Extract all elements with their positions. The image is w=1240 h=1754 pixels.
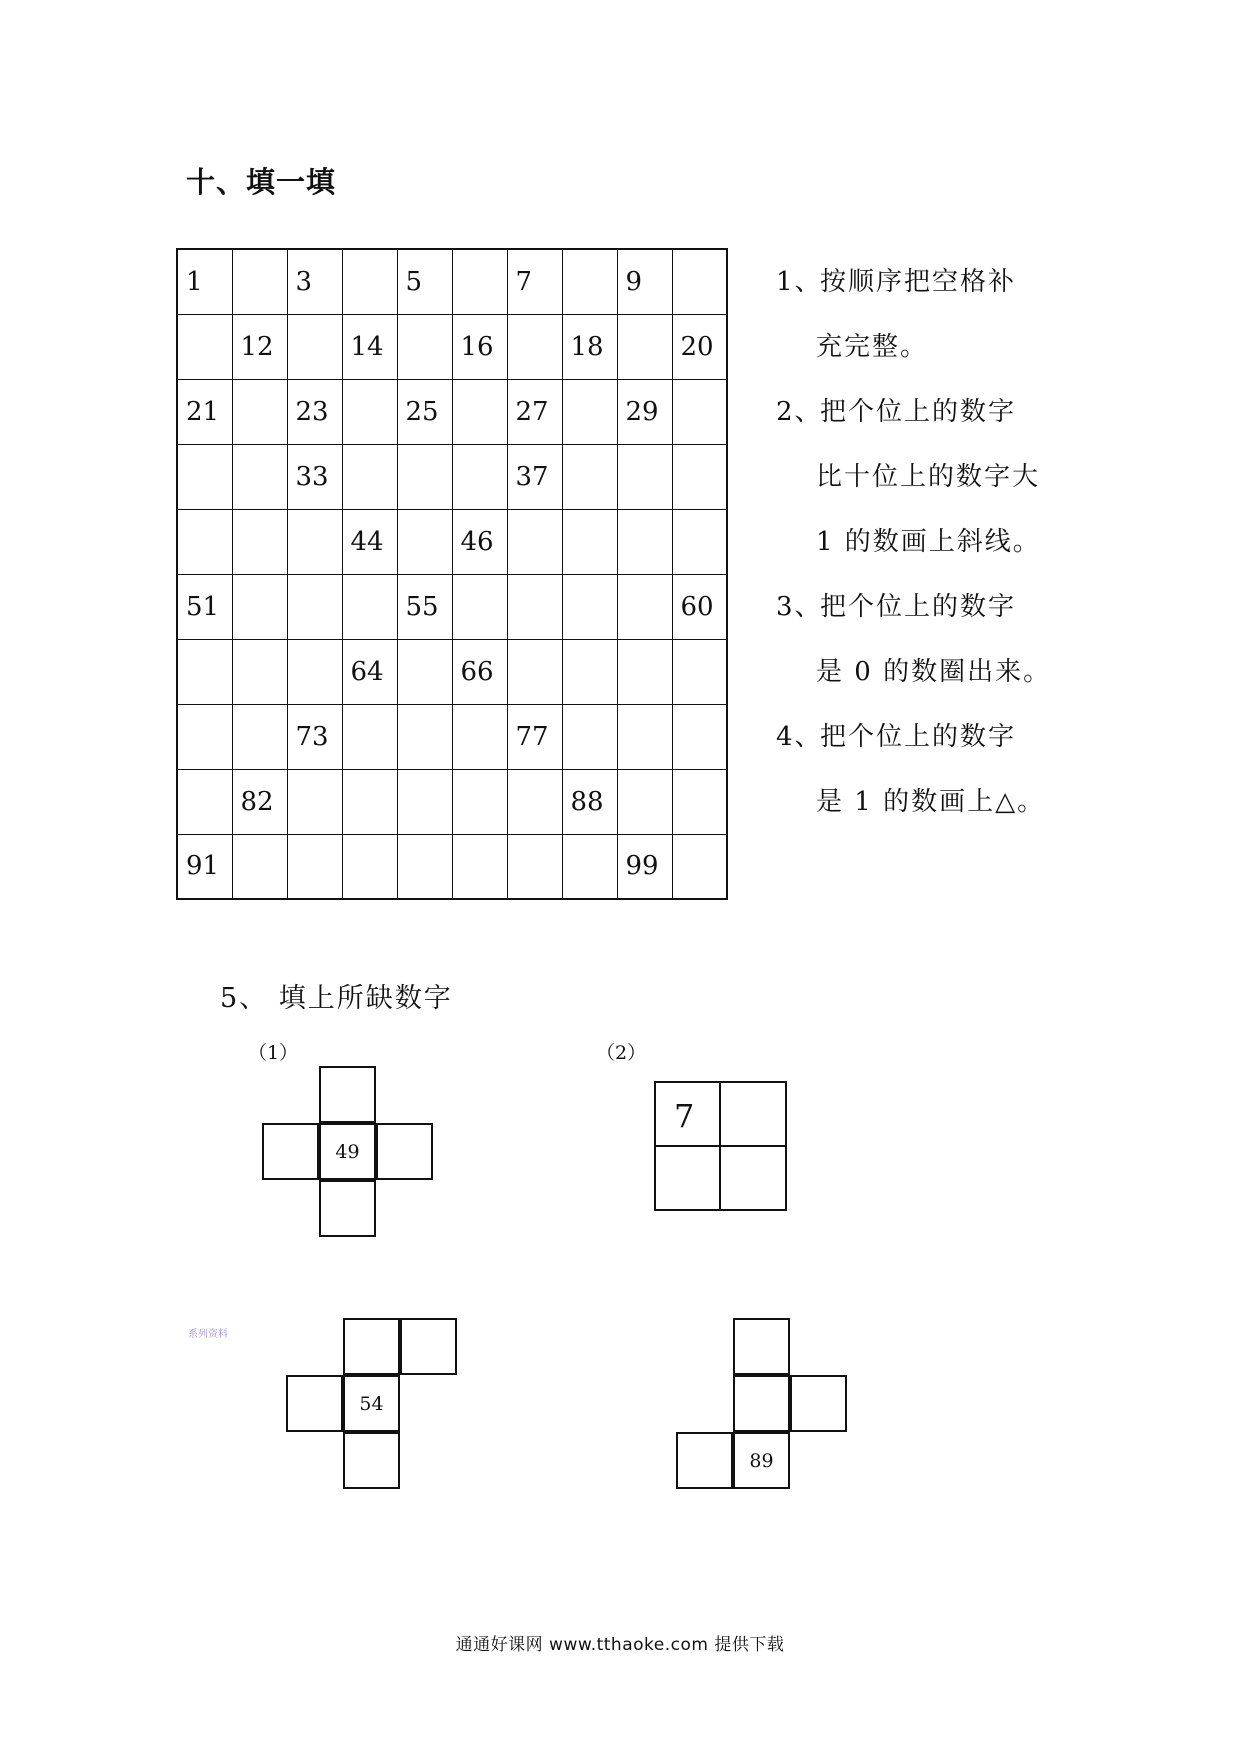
cross-right-cell[interactable] [376, 1123, 433, 1180]
grid-cell-empty[interactable] [397, 769, 452, 834]
grid-cell-filled: 91 [177, 834, 232, 899]
grid-cell-empty[interactable] [672, 379, 727, 444]
grid-row [177, 379, 727, 444]
grid-cell-empty[interactable] [397, 444, 452, 509]
grid-row [177, 574, 727, 639]
cross-left-cell[interactable] [262, 1123, 319, 1180]
grid-cell-empty[interactable] [672, 639, 727, 704]
cross-bottom-cell[interactable] [319, 1180, 376, 1237]
grid-row [177, 769, 727, 834]
grid-cell-empty[interactable] [232, 509, 287, 574]
grid-cell-filled: 33 [287, 444, 342, 509]
grid-cell-empty[interactable] [177, 444, 232, 509]
grid-cell-empty[interactable] [617, 704, 672, 769]
grid-cell-empty[interactable] [177, 509, 232, 574]
grid-cell-empty[interactable] [397, 834, 452, 899]
grid-cell-empty[interactable] [672, 769, 727, 834]
instruction-4 [776, 707, 1076, 837]
grid-cell-empty[interactable] [177, 314, 232, 379]
shape4-bottom-left-cell[interactable] [676, 1432, 733, 1489]
shape4-bottom-cell: 89 [733, 1432, 790, 1489]
grid-cell-filled: 37 [507, 444, 562, 509]
grid-row [177, 249, 727, 314]
grid-row [177, 314, 727, 379]
instruction-text: 是 1 的数画上△。 [816, 787, 1046, 817]
instruction-2 [776, 382, 1076, 577]
grid-cell-empty[interactable] [507, 314, 562, 379]
grid-cell-filled: 64 [342, 639, 397, 704]
shape4-right-cell[interactable] [790, 1375, 847, 1432]
grid-cell-empty[interactable] [287, 834, 342, 899]
grid-row [177, 834, 727, 899]
grid-cell-filled: 5 [397, 249, 452, 314]
grid-cell-filled: 20 [672, 314, 727, 379]
grid-cell-empty[interactable] [232, 704, 287, 769]
grid-cell-empty[interactable] [507, 834, 562, 899]
grid-cell-empty[interactable] [452, 444, 507, 509]
grid-cell-empty[interactable] [562, 444, 617, 509]
grid-cell-empty[interactable] [342, 834, 397, 899]
instruction-text: 把个位上的数字 [820, 592, 1017, 622]
cross-top-cell[interactable] [319, 1066, 376, 1123]
grid-cell-filled: 1 [177, 249, 232, 314]
shape4-top-cell[interactable] [733, 1318, 790, 1375]
grid-cell-filled: 66 [452, 639, 507, 704]
grid-cell-empty[interactable] [342, 769, 397, 834]
instruction-3 [776, 577, 1076, 707]
grid-cell-empty[interactable] [617, 314, 672, 379]
grid-cell-empty[interactable] [672, 249, 727, 314]
section-5-heading: 5、 填上所缺数字 [220, 983, 453, 1014]
shape3-left-cell[interactable] [286, 1375, 343, 1432]
instructions-list [776, 252, 1076, 837]
grid-cell-empty[interactable] [617, 574, 672, 639]
grid-cell-empty[interactable] [342, 574, 397, 639]
grid-cell-filled: 27 [507, 379, 562, 444]
grid-cell-empty[interactable] [287, 314, 342, 379]
grid-cell-filled: 7 [507, 249, 562, 314]
grid-cell-empty[interactable] [287, 574, 342, 639]
grid-cell-filled: 77 [507, 704, 562, 769]
grid-cell-filled: 46 [452, 509, 507, 574]
grid-cell-filled: 51 [177, 574, 232, 639]
grid-cell-empty[interactable] [177, 639, 232, 704]
grid-row [177, 704, 727, 769]
grid-cell-filled: 14 [342, 314, 397, 379]
grid-cell-empty[interactable] [342, 704, 397, 769]
grid-cell-empty[interactable] [232, 249, 287, 314]
square-top-left-cell: 7 [654, 1081, 721, 1147]
grid-cell-empty[interactable] [397, 509, 452, 574]
grid-cell-empty[interactable] [342, 249, 397, 314]
grid-cell-empty[interactable] [617, 509, 672, 574]
instruction-text: 1 的数画上斜线。 [816, 527, 1041, 557]
instruction-1 [776, 252, 1076, 382]
grid-cell-filled: 73 [287, 704, 342, 769]
grid-cell-filled: 88 [562, 769, 617, 834]
grid-cell-empty[interactable] [672, 444, 727, 509]
grid-cell-filled: 25 [397, 379, 452, 444]
instruction-text: 把个位上的数字 [820, 722, 1017, 752]
grid-cell-empty[interactable] [177, 704, 232, 769]
shape3-center-cell: 54 [343, 1375, 400, 1432]
grid-cell-empty[interactable] [287, 639, 342, 704]
grid-cell-empty[interactable] [617, 769, 672, 834]
grid-cell-empty[interactable] [287, 769, 342, 834]
grid-cell-empty[interactable] [507, 639, 562, 704]
grid-cell-empty[interactable] [562, 574, 617, 639]
instruction-text: 比十位上的数字大 [816, 462, 1041, 492]
grid-cell-empty[interactable] [177, 769, 232, 834]
grid-cell-empty[interactable] [287, 509, 342, 574]
grid-cell-filled: 99 [617, 834, 672, 899]
grid-cell-filled: 29 [617, 379, 672, 444]
instruction-text: 把个位上的数字 [820, 397, 1017, 427]
shape3-top-cell[interactable] [343, 1318, 400, 1375]
puzzle-2-label: （2） [596, 1042, 647, 1064]
grid-cell-empty[interactable] [672, 834, 727, 899]
grid-row [177, 509, 727, 574]
grid-cell-empty[interactable] [507, 574, 562, 639]
footer-text: 通通好课网 www.tthaoke.com 提供下载 [455, 1635, 785, 1655]
grid-cell-empty[interactable] [452, 769, 507, 834]
puzzle-1-label: （1） [248, 1042, 299, 1064]
grid-cell-filled: 60 [672, 574, 727, 639]
grid-cell-filled: 82 [232, 769, 287, 834]
grid-row [177, 444, 727, 509]
instruction-number: 4、 [776, 722, 823, 752]
instruction-text: 按顺序把空格补 [820, 267, 1017, 297]
grid-cell-empty[interactable] [452, 249, 507, 314]
grid-cell-empty[interactable] [562, 834, 617, 899]
hundred-chart-grid [176, 248, 728, 900]
grid-cell-empty[interactable] [397, 639, 452, 704]
grid-cell-empty[interactable] [232, 444, 287, 509]
grid-cell-filled: 18 [562, 314, 617, 379]
grid-cell-filled: 12 [232, 314, 287, 379]
grid-cell-empty[interactable] [672, 509, 727, 574]
shape4-middle-cell[interactable] [733, 1375, 790, 1432]
grid-cell-filled: 55 [397, 574, 452, 639]
grid-cell-empty[interactable] [507, 509, 562, 574]
square-top-right-cell[interactable] [719, 1081, 787, 1147]
instruction-text: 充完整。 [816, 332, 929, 362]
grid-cell-empty[interactable] [562, 704, 617, 769]
section-title: 十、填一填 [186, 165, 337, 199]
grid-cell-empty[interactable] [672, 704, 727, 769]
grid-cell-empty[interactable] [232, 574, 287, 639]
grid-cell-empty[interactable] [397, 704, 452, 769]
grid-cell-filled: 44 [342, 509, 397, 574]
grid-cell-filled: 9 [617, 249, 672, 314]
instruction-number: 3、 [776, 592, 823, 622]
shape3-bottom-cell[interactable] [343, 1432, 400, 1489]
instruction-number: 1、 [776, 267, 823, 297]
grid-cell-filled: 21 [177, 379, 232, 444]
grid-cell-empty[interactable] [452, 704, 507, 769]
grid-cell-empty[interactable] [507, 769, 562, 834]
grid-cell-empty[interactable] [342, 444, 397, 509]
grid-cell-empty[interactable] [232, 379, 287, 444]
shape3-top-right-cell[interactable] [400, 1318, 457, 1375]
grid-cell-empty[interactable] [452, 834, 507, 899]
instruction-text: 是 0 的数圈出来。 [816, 657, 1052, 687]
instruction-number: 2、 [776, 397, 823, 427]
grid-cell-empty[interactable] [397, 314, 452, 379]
grid-cell-empty[interactable] [617, 444, 672, 509]
grid-cell-filled: 3 [287, 249, 342, 314]
watermark-text: 系列资料 [188, 1329, 228, 1340]
grid-cell-empty[interactable] [562, 639, 617, 704]
grid-cell-empty[interactable] [562, 249, 617, 314]
cross-center-cell: 49 [319, 1123, 376, 1180]
square-bottom-right-cell[interactable] [719, 1145, 787, 1211]
grid-cell-empty[interactable] [562, 509, 617, 574]
grid-cell-empty[interactable] [232, 639, 287, 704]
grid-cell-empty[interactable] [452, 379, 507, 444]
grid-cell-empty[interactable] [452, 574, 507, 639]
grid-cell-filled: 16 [452, 314, 507, 379]
grid-row [177, 639, 727, 704]
grid-cell-empty[interactable] [617, 639, 672, 704]
grid-cell-empty[interactable] [562, 379, 617, 444]
square-bottom-left-cell[interactable] [654, 1145, 721, 1211]
grid-cell-empty[interactable] [342, 379, 397, 444]
grid-cell-filled: 23 [287, 379, 342, 444]
grid-cell-empty[interactable] [232, 834, 287, 899]
